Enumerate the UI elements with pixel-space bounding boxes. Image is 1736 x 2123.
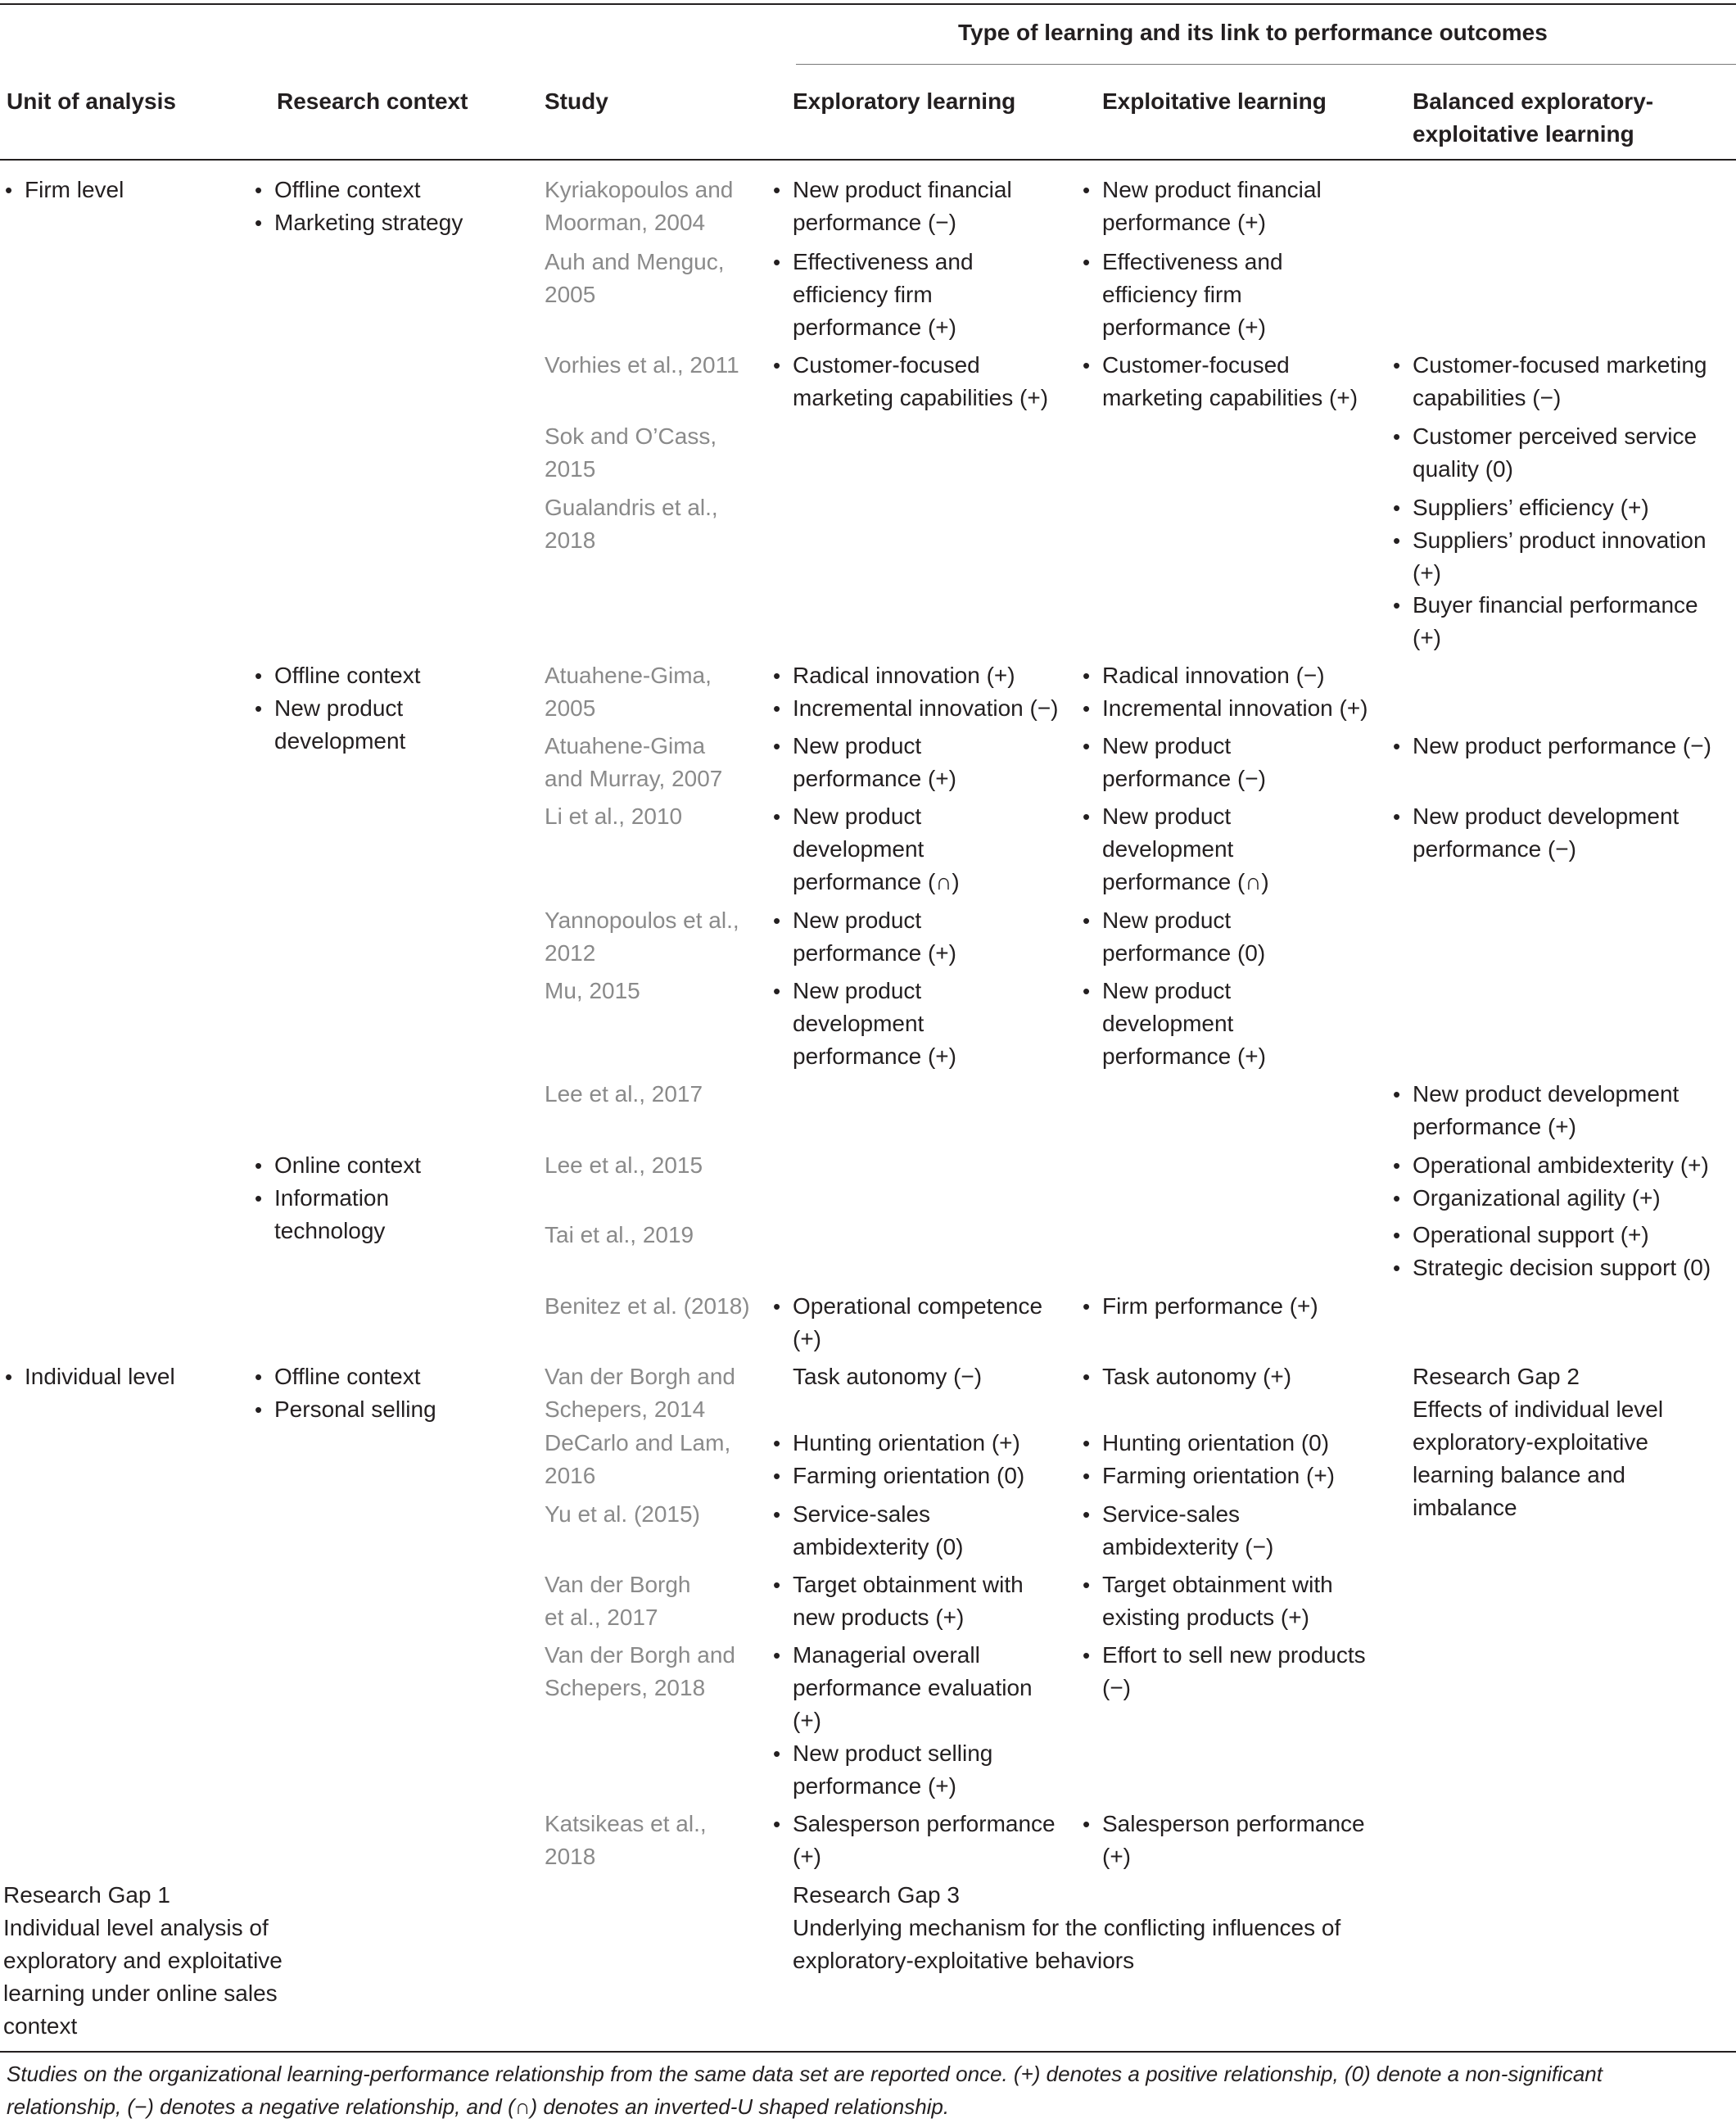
research-gap-2: Research Gap 2 — [1413, 1364, 1580, 1389]
study-name: Gualandris et al., — [545, 495, 718, 520]
exploitative-outcome: • New product financial — [1102, 174, 1322, 206]
context-item: • Online context — [274, 1149, 421, 1182]
study-name: Yu et al. (2015) — [545, 1501, 700, 1527]
exploitative-outcome: • Effort to sell new products — [1102, 1639, 1366, 1672]
exploitative-outcome: • Salesperson performance — [1102, 1808, 1365, 1840]
balanced-outcome: capabilities (−) — [1413, 385, 1562, 410]
top-rule — [0, 3, 1736, 5]
col-header-context: Research context — [277, 88, 468, 114]
balanced-outcome: • Strategic decision support (0) — [1413, 1252, 1711, 1284]
study-name: Lee et al., 2015 — [545, 1152, 703, 1178]
study-name: 2005 — [545, 695, 596, 721]
exploitative-outcome: development — [1102, 836, 1234, 862]
balanced-outcome: (+) — [1413, 560, 1441, 586]
exploratory-outcome: performance (+) — [793, 940, 956, 966]
exploitative-outcome: performance (0) — [1102, 940, 1266, 966]
exploitative-outcome: efficiency firm — [1102, 282, 1242, 307]
exploitative-outcome: development — [1102, 1011, 1234, 1036]
exploratory-outcome: performance evaluation — [793, 1675, 1033, 1700]
study-name: Vorhies et al., 2011 — [545, 352, 739, 378]
exploitative-outcome: • Radical innovation (−) — [1102, 659, 1325, 692]
research-gap-2: learning balance and — [1413, 1462, 1625, 1487]
exploratory-outcome: performance (+) — [793, 1773, 956, 1799]
research-gap-2: exploratory-exploitative — [1413, 1429, 1648, 1455]
exploratory-outcome: • Customer-focused — [793, 349, 980, 382]
context-item: • New product — [274, 692, 403, 725]
exploitative-outcome: performance (+) — [1102, 315, 1266, 340]
exploitative-outcome: • New product — [1102, 975, 1231, 1007]
exploratory-outcome: ambidexterity (0) — [793, 1534, 964, 1559]
study-name: Van der Borgh and — [545, 1364, 735, 1389]
col-header-balanced: exploitative learning — [1413, 121, 1634, 147]
exploratory-outcome: development — [793, 836, 925, 862]
balanced-outcome: performance (+) — [1413, 1114, 1576, 1139]
exploratory-outcome: performance (+) — [793, 1043, 956, 1069]
research-gap-1: context — [3, 2013, 78, 2039]
exploratory-outcome: • New product — [793, 904, 921, 937]
exploratory-outcome: • Hunting orientation (+) — [793, 1427, 1020, 1460]
study-name: Benitez et al. (2018) — [545, 1293, 750, 1319]
exploitative-outcome: performance (−) — [1102, 766, 1266, 791]
context-item: development — [274, 728, 406, 754]
study-name: Atuahene-Gima, — [545, 663, 712, 688]
col-header-exploratory: Exploratory learning — [793, 88, 1016, 114]
balanced-outcome: • Customer perceived service — [1413, 420, 1697, 453]
exploratory-outcome: (+) — [793, 1708, 821, 1733]
exploitative-outcome: • Task autonomy (+) — [1102, 1360, 1291, 1393]
exploitative-outcome: • Incremental innovation (+) — [1102, 692, 1368, 725]
study-name: Li et al., 2010 — [545, 803, 683, 829]
study-name: Yannopoulos et al., — [545, 908, 739, 933]
study-name: 2005 — [545, 282, 596, 307]
balanced-outcome: • Operational ambidexterity (+) — [1413, 1149, 1709, 1182]
exploitative-outcome: • Service-sales — [1102, 1498, 1240, 1531]
unit-individual-level: • Individual level — [25, 1360, 175, 1393]
exploratory-outcome: • New product — [793, 730, 921, 763]
exploitative-outcome: • Hunting orientation (0) — [1102, 1427, 1329, 1460]
balanced-outcome: • Organizational agility (+) — [1413, 1182, 1661, 1215]
research-gap-3: Underlying mechanism for the conflicting influences of — [793, 1915, 1341, 1940]
balanced-outcome: quality (0) — [1413, 456, 1513, 482]
study-name: Moorman, 2004 — [545, 210, 706, 235]
exploratory-outcome: • Service-sales — [793, 1498, 930, 1531]
research-gap-1: Individual level analysis of — [3, 1915, 269, 1940]
exploitative-outcome: performance (∩) — [1102, 869, 1269, 894]
exploratory-outcome: • Operational competence — [793, 1290, 1042, 1323]
balanced-outcome: • New product development — [1413, 1078, 1679, 1111]
study-name: 2018 — [545, 1844, 596, 1869]
study-name: Katsikeas et al., — [545, 1811, 707, 1836]
exploitative-outcome: ambidexterity (−) — [1102, 1534, 1274, 1559]
unit-firm-level: • Firm level — [25, 174, 124, 206]
exploratory-outcome: • Radical innovation (+) — [793, 659, 1015, 692]
balanced-outcome: • Operational support (+) — [1413, 1219, 1649, 1252]
exploratory-outcome: • New product — [793, 800, 921, 833]
balanced-outcome: • Suppliers’ efficiency (+) — [1413, 491, 1649, 524]
study-name: Mu, 2015 — [545, 978, 640, 1003]
research-gap-1: learning under online sales — [3, 1980, 278, 2006]
study-name: Van der Borgh and — [545, 1642, 735, 1668]
context-item: • Personal selling — [274, 1393, 436, 1426]
exploratory-outcome: • New product financial — [793, 174, 1012, 206]
exploratory-outcome: efficiency firm — [793, 282, 933, 307]
balanced-outcome: • Customer-focused marketing — [1413, 349, 1707, 382]
exploitative-outcome: • New product — [1102, 730, 1231, 763]
exploratory-outcome: • Farming orientation (0) — [793, 1460, 1024, 1492]
table-footnote: relationship, (−) denotes a negative relationship, and (∩) denotes an inverted-U shaped relationship. — [7, 2094, 950, 2119]
exploitative-outcome: performance (+) — [1102, 210, 1266, 235]
exploratory-outcome: • Managerial overall — [793, 1639, 980, 1672]
exploitative-outcome: • Target obtainment with — [1102, 1568, 1333, 1601]
exploitative-outcome: • New product — [1102, 904, 1231, 937]
balanced-outcome: • Buyer financial performance — [1413, 589, 1698, 622]
exploitative-outcome: performance (+) — [1102, 1043, 1266, 1069]
group-header: Type of learning and its link to performance outcomes — [958, 20, 1548, 45]
exploitative-outcome: marketing capabilities (+) — [1102, 385, 1359, 410]
exploitative-outcome: (−) — [1102, 1675, 1131, 1700]
exploratory-outcome: • Effectiveness and — [793, 246, 974, 278]
context-item: • Offline context — [274, 174, 420, 206]
context-item: • Information — [274, 1182, 389, 1215]
exploratory-outcome: performance (∩) — [793, 869, 960, 894]
exploitative-outcome: (+) — [1102, 1844, 1131, 1869]
exploratory-outcome: • Target obtainment with — [793, 1568, 1024, 1601]
research-gap-2: Effects of individual level — [1413, 1396, 1664, 1422]
exploitative-outcome: • New product — [1102, 800, 1231, 833]
col-header-study: Study — [545, 88, 608, 114]
exploratory-outcome: Task autonomy (−) — [793, 1364, 983, 1389]
exploratory-outcome: • New product — [793, 975, 921, 1007]
context-item: • Offline context — [274, 659, 420, 692]
exploitative-outcome: • Firm performance (+) — [1102, 1290, 1318, 1323]
exploratory-outcome: marketing capabilities (+) — [793, 385, 1049, 410]
study-name: Van der Borgh — [545, 1572, 691, 1597]
study-name: and Murray, 2007 — [545, 766, 723, 791]
context-item: • Offline context — [274, 1360, 420, 1393]
study-name: Schepers, 2014 — [545, 1396, 706, 1422]
study-name: Atuahene-Gima — [545, 733, 706, 758]
bottom-rule — [0, 2051, 1736, 2053]
group-header-rule — [796, 64, 1736, 65]
study-name: 2012 — [545, 940, 596, 966]
study-name: 2015 — [545, 456, 596, 482]
study-name: Kyriakopoulos and — [545, 177, 734, 202]
col-header-balanced: Balanced exploratory- — [1413, 88, 1654, 114]
exploratory-outcome: new products (+) — [793, 1605, 965, 1630]
study-name: DeCarlo and Lam, — [545, 1430, 731, 1455]
study-name: 2016 — [545, 1463, 596, 1488]
study-name: Schepers, 2018 — [545, 1675, 706, 1700]
exploratory-outcome: • Incremental innovation (−) — [793, 692, 1059, 725]
table-footnote: Studies on the organizational learning-performance relationship from the same data set are reported once. (+) denotes a positive relationship, (0) denote a non-significant — [7, 2062, 1603, 2086]
balanced-outcome: • New product development — [1413, 800, 1679, 833]
exploratory-outcome: (+) — [793, 1844, 821, 1869]
balanced-outcome: • Suppliers’ product innovation — [1413, 524, 1707, 557]
exploratory-outcome: (+) — [793, 1326, 821, 1351]
exploratory-outcome: performance (−) — [793, 210, 956, 235]
exploratory-outcome: performance (+) — [793, 315, 956, 340]
col-header-unit: Unit of analysis — [7, 88, 176, 114]
exploratory-outcome: • Salesperson performance — [793, 1808, 1056, 1840]
study-name: Sok and O’Cass, — [545, 423, 717, 449]
exploitative-outcome: existing products (+) — [1102, 1605, 1309, 1630]
exploratory-outcome: • New product selling — [793, 1737, 992, 1770]
exploitative-outcome: • Customer-focused — [1102, 349, 1290, 382]
balanced-outcome: performance (−) — [1413, 836, 1576, 862]
study-name: Auh and Menguc, — [545, 249, 725, 274]
col-header-exploitative: Exploitative learning — [1102, 88, 1327, 114]
balanced-outcome: • New product performance (−) — [1413, 730, 1711, 763]
exploratory-outcome: development — [793, 1011, 925, 1036]
research-gap-2: imbalance — [1413, 1495, 1517, 1520]
exploitative-outcome: • Effectiveness and — [1102, 246, 1283, 278]
exploitative-outcome: • Farming orientation (+) — [1102, 1460, 1335, 1492]
study-name: Tai et al., 2019 — [545, 1222, 694, 1247]
study-name: 2018 — [545, 527, 596, 553]
research-gap-1: Research Gap 1 — [3, 1882, 170, 1908]
research-gap-1: exploratory and exploitative — [3, 1948, 283, 1973]
research-gap-3: exploratory-exploitative behaviors — [793, 1948, 1135, 1973]
context-item: technology — [274, 1218, 386, 1243]
balanced-outcome: (+) — [1413, 625, 1441, 650]
study-name: Lee et al., 2017 — [545, 1081, 703, 1107]
research-gap-3: Research Gap 3 — [793, 1882, 960, 1908]
study-name: et al., 2017 — [545, 1605, 658, 1630]
header-rule — [0, 159, 1736, 161]
context-item: • Marketing strategy — [274, 206, 463, 239]
exploratory-outcome: performance (+) — [793, 766, 956, 791]
